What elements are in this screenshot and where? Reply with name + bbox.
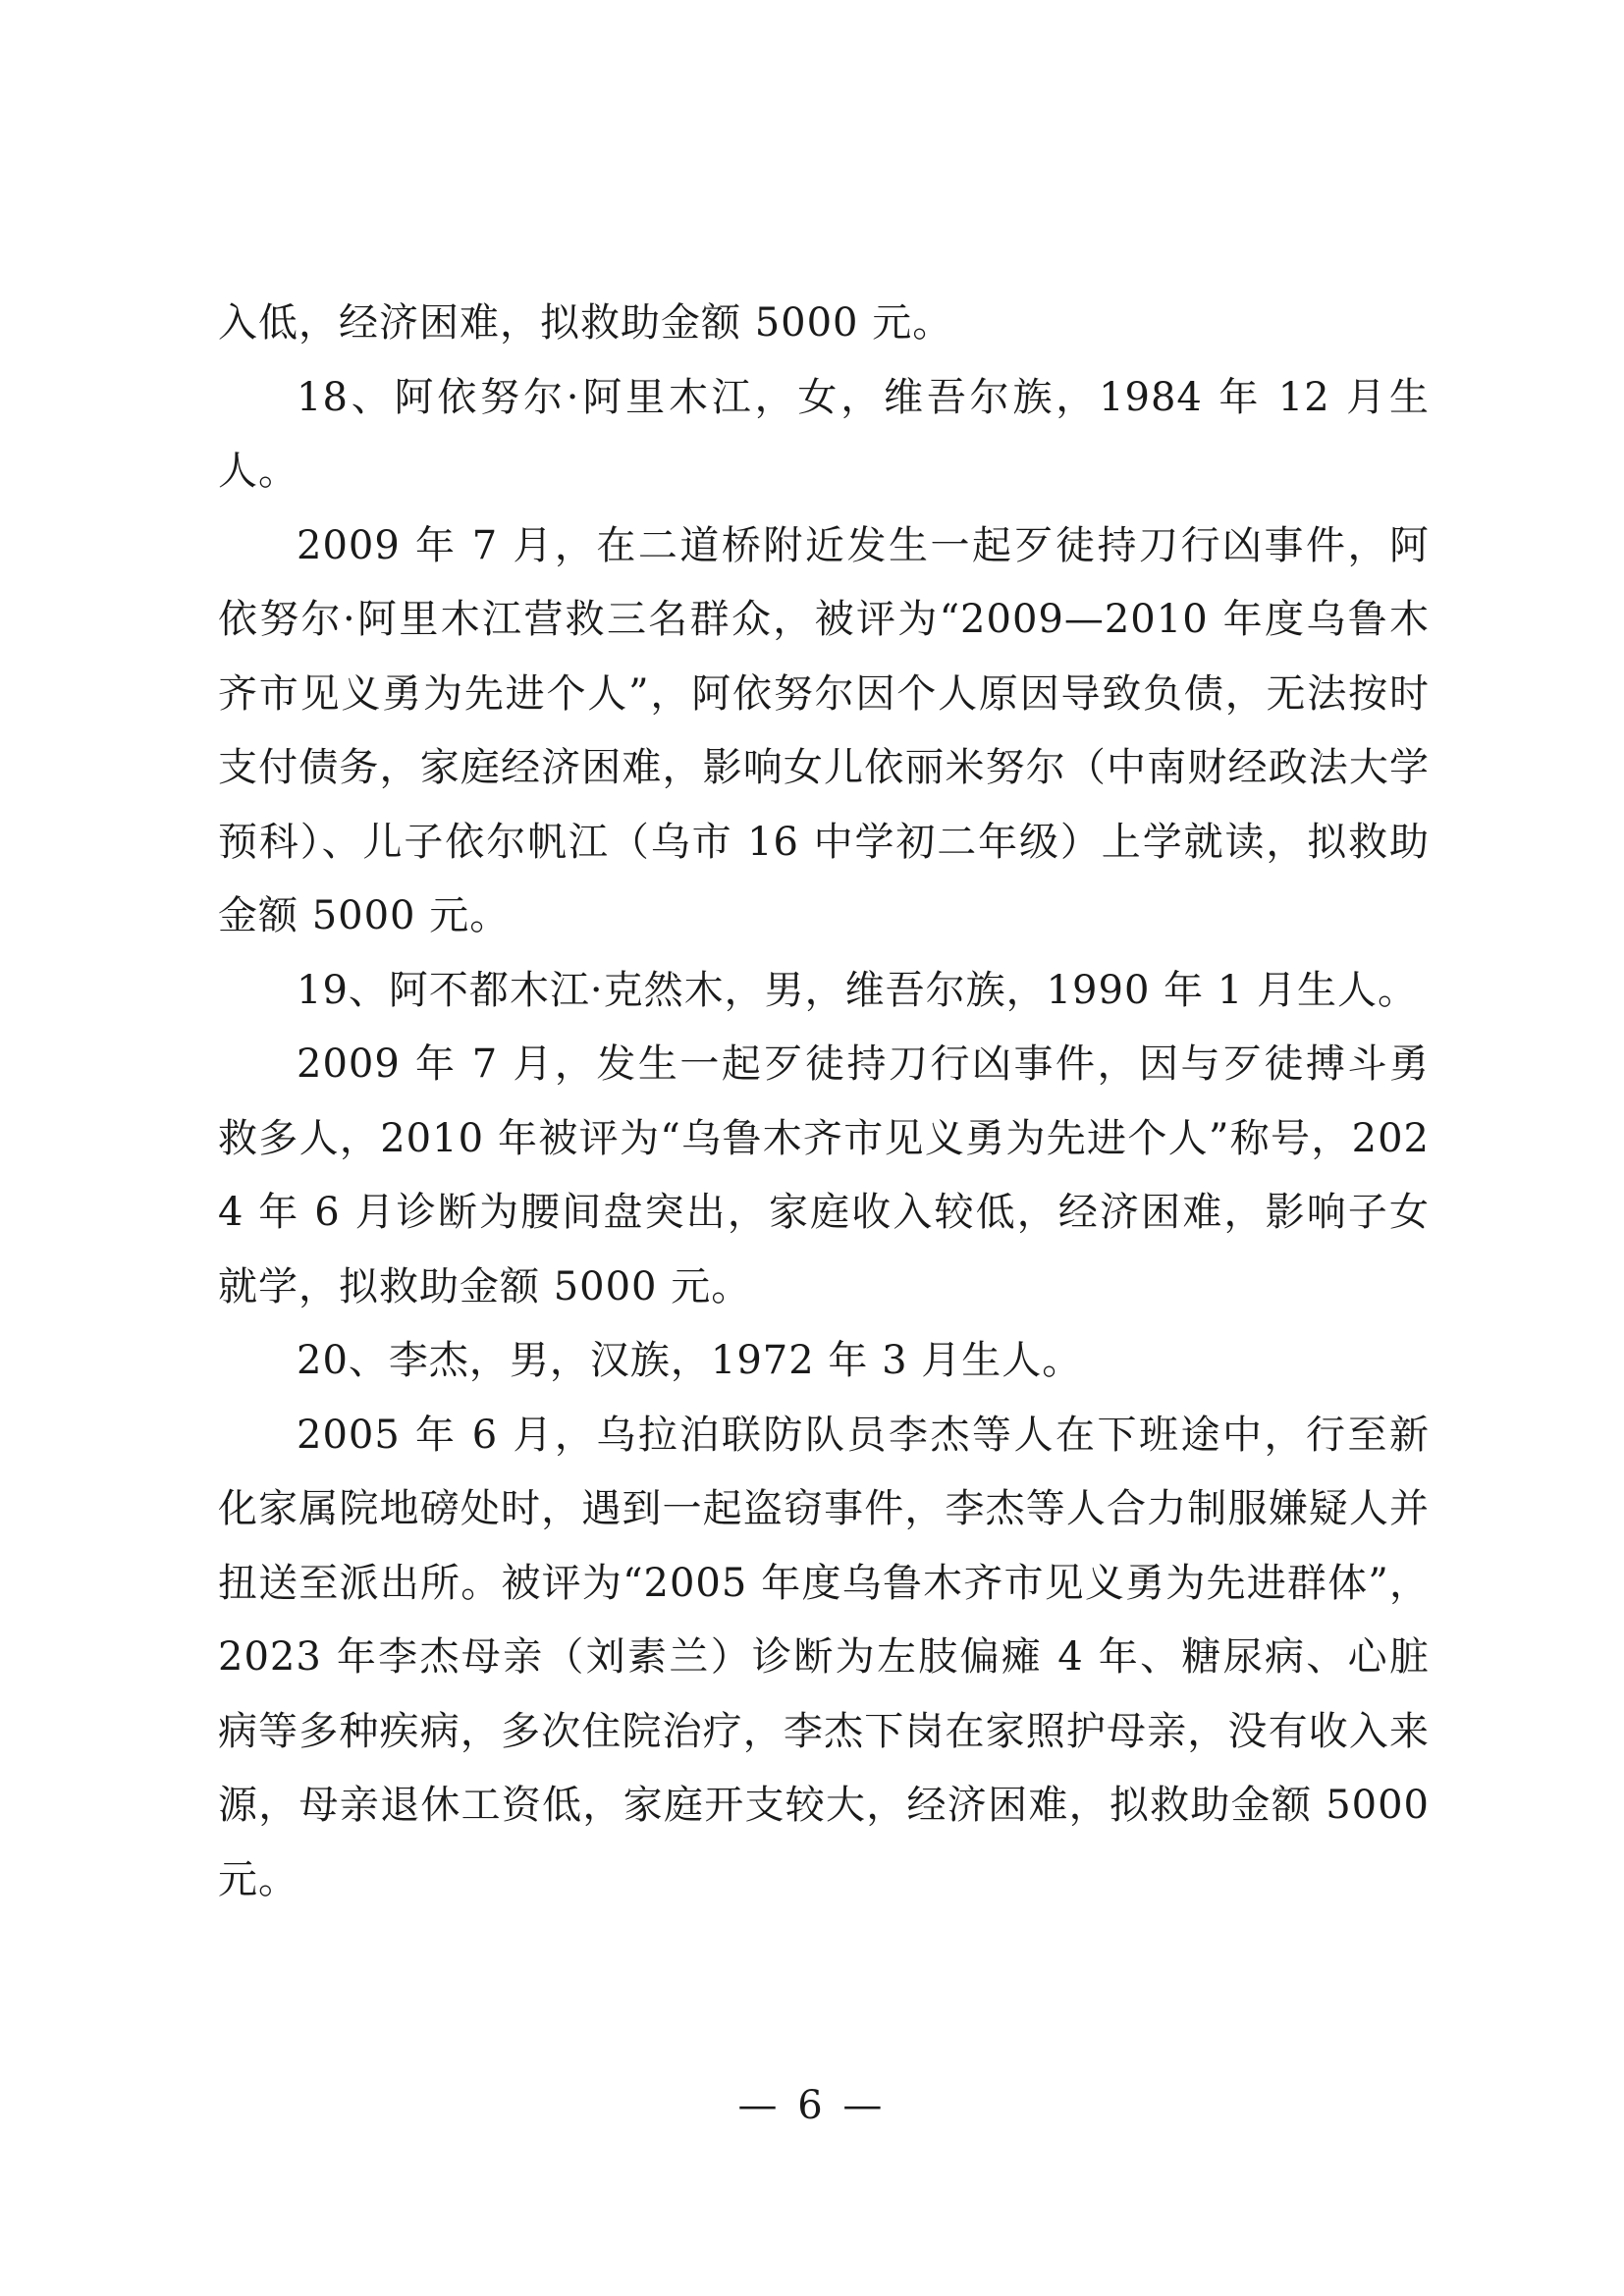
paragraph-entry-20-details: 2005 年 6 月，乌拉泊联防队员李杰等人在下班途中，行至新化家属院地磅处时，遇到一起盗窃事件，李杰等人合力制服嫌疑人并扭送至派出所。被评为“2005 年度乌鲁木齐市见义勇为先进群体”，2023 年李杰母亲（刘素兰）诊断为左肢偏瘫 4 年、糖尿病、心脏病等多种疾病，多次住院治疗，李杰下岗在家照护母亲，没有收入来源，母亲退休工资低，家庭开支较大，经济困难，拟救助金额 5000 元。	[218, 1412, 1430, 1902]
paragraph-continuation: 入低，经济困难，拟救助金额 5000 元。	[218, 300, 953, 346]
paragraph-entry-19-header: 19、阿不都木江·克然木，男，维吾尔族，1990 年 1 月生人。	[297, 967, 1419, 1013]
document-body	[218, 287, 1430, 1917]
paragraph-entry-18-details: 2009 年 7 月，在二道桥附近发生一起歹徒持刀行凶事件，阿依努尔·阿里木江营救三名群众，被评为“2009—2010 年度乌鲁木齐市见义勇为先进个人”，阿依努尔因个人原因导致负债，无法按时支付债务，家庭经济困难，影响女儿依丽米努尔（中南财经政法大学预科）、儿子依尔帆江（乌市 16 中学初二年级）上学就读，拟救助金额 5000 元。	[218, 522, 1430, 938]
paragraph-entry-19-details: 2009 年 7 月，发生一起歹徒持刀行凶事件，因与歹徒搏斗勇救多人，2010 年被评为“乌鲁木齐市见义勇为先进个人”称号，2024 年 6 月诊断为腰间盘突出，家庭收入较低，经济困难，影响子女就学，拟救助金额 5000 元。	[218, 1041, 1430, 1309]
paragraph-entry-18-header: 18、阿依努尔·阿里木江，女，维吾尔族，1984 年 12 月生人。	[218, 374, 1430, 494]
page-number: — 6 —	[737, 2083, 887, 2128]
paragraph-entry-20-header: 20、李杰，男，汉族，1972 年 3 月生人。	[297, 1338, 1083, 1383]
